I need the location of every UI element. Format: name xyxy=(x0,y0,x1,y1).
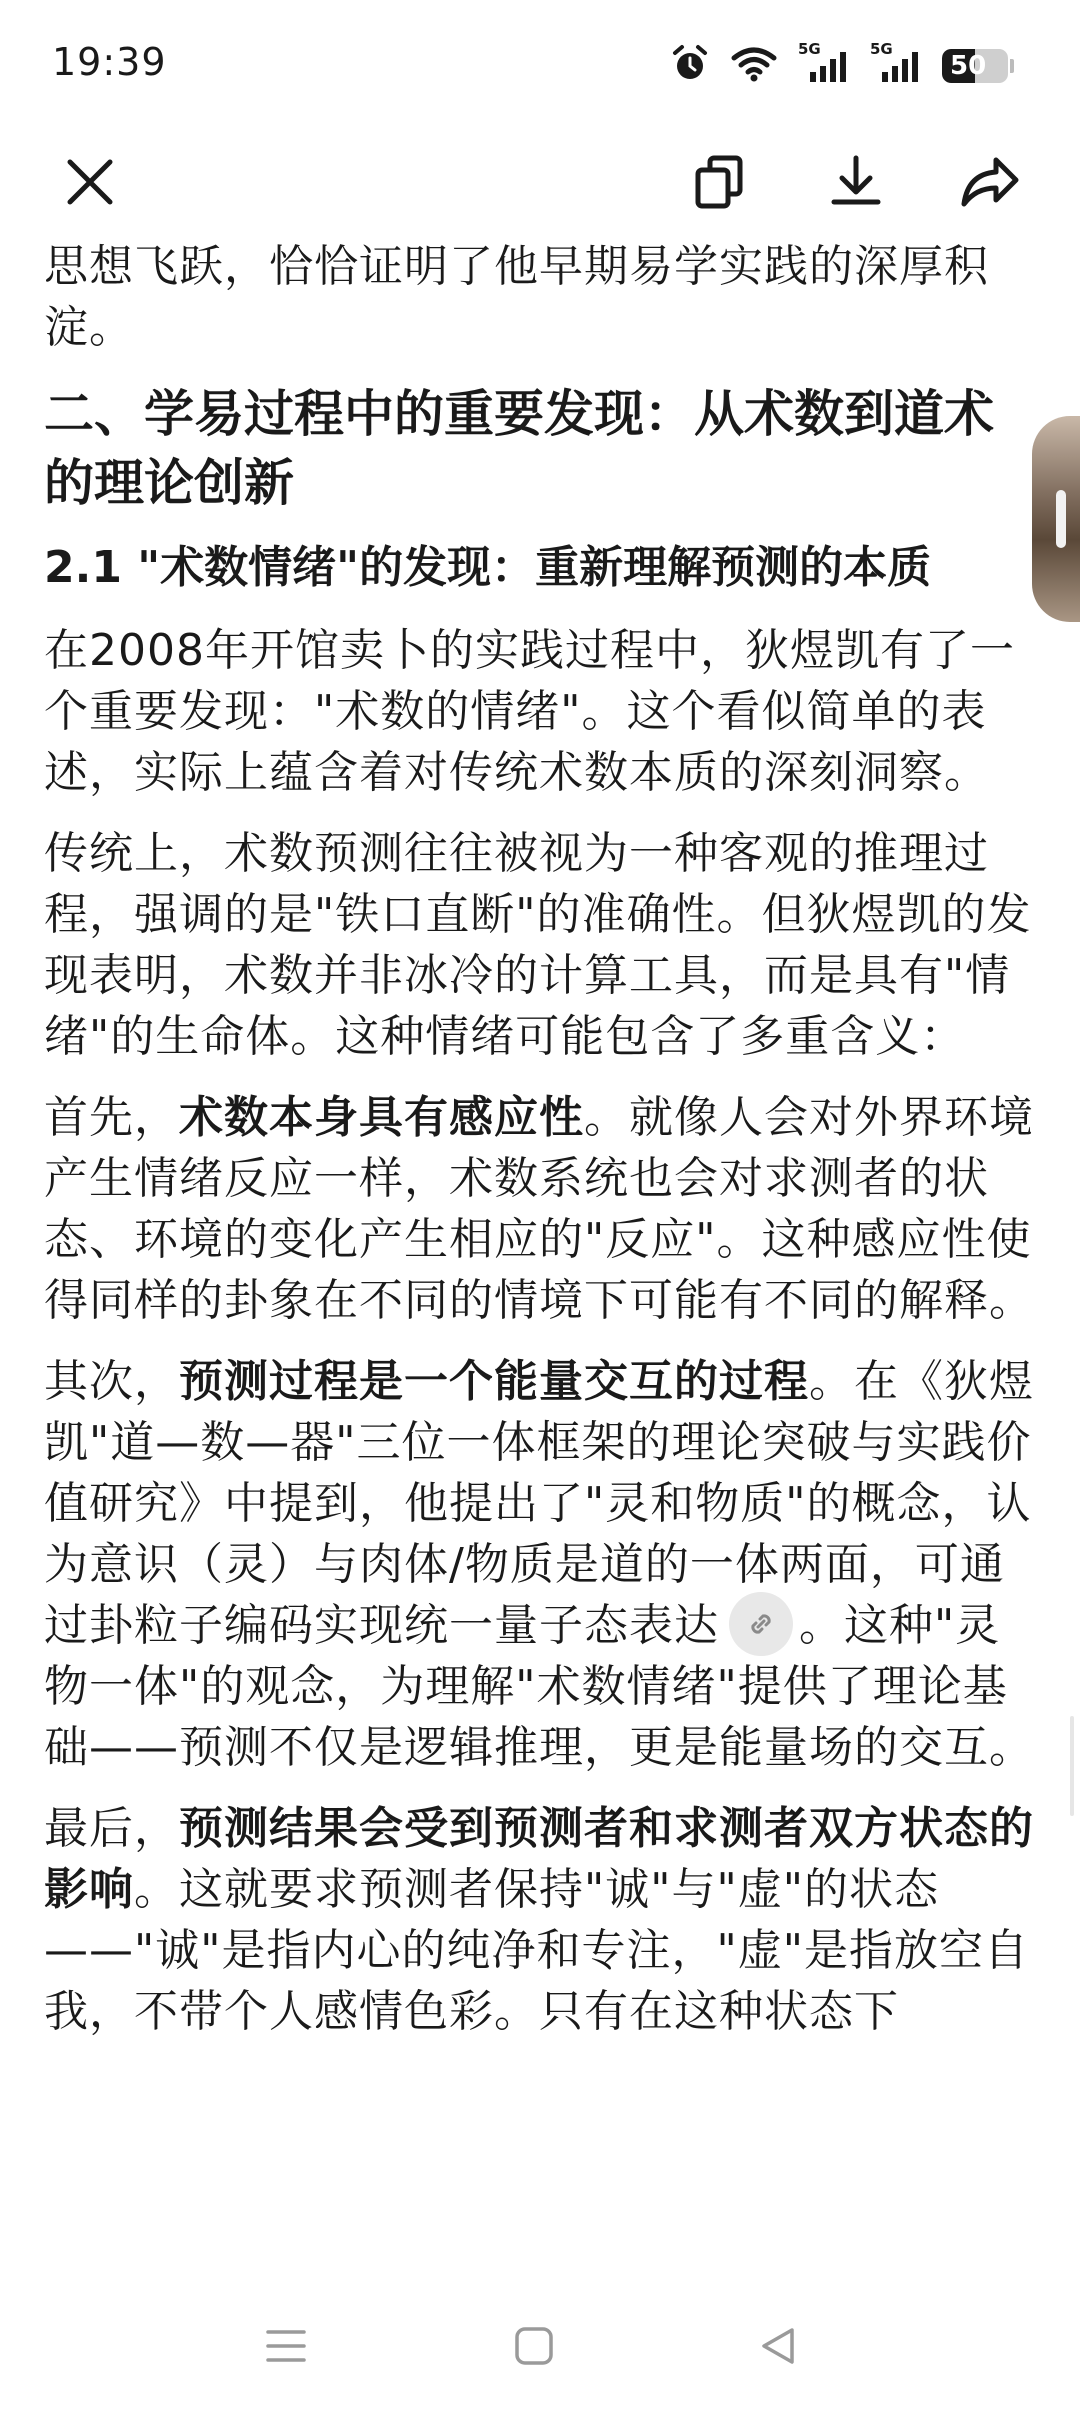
download-icon xyxy=(826,152,886,212)
paragraph-4-lead: 其次， xyxy=(44,1356,179,1407)
link-icon xyxy=(745,1608,777,1640)
section-heading: 二、学易过程中的重要发现：从术数到道术的理论创新 xyxy=(44,385,994,512)
share-button[interactable] xyxy=(948,140,1032,224)
close-button[interactable] xyxy=(48,140,132,224)
back-button[interactable] xyxy=(738,2306,818,2386)
paragraph-4-body: 。在《狄煜凯"道—数—器"三位一体框架的理论突破与实践价值研究》中提到，他提出了"灵和物质"的概念，认为意识（灵）与肉体/物质是道的一体两面，可通过卦粒子编码实现统一量子态表达 xyxy=(44,1356,1034,1651)
copy-icon xyxy=(690,152,750,212)
home-button[interactable] xyxy=(494,2306,574,2386)
home-icon xyxy=(512,2324,556,2368)
battery-level: 50 xyxy=(950,51,987,81)
paragraph-4 xyxy=(44,1351,1036,1778)
back-icon xyxy=(756,2324,800,2368)
scroll-grip xyxy=(1056,490,1066,548)
share-icon xyxy=(958,152,1022,212)
paragraph-3-body: 。就像人会对外界环境产生情绪反应一样，术数系统也会对求测者的状态、环境的变化产生相应的"反应"。这种感应性使得同样的卦象在不同的情境下可能有不同的解释。 xyxy=(44,1092,1034,1326)
paragraph-5-emphasis: 预测结果会受到预测者和求测者双方状态的影响 xyxy=(44,1803,1034,1915)
alarm-icon xyxy=(670,44,710,88)
paragraph-2: 传统上，术数预测往往被视为一种客观的推理过程，强调的是"铁口直断"的准确性。但狄煜凯的发现表明，术数并非冰冷的计算工具，而是具有"情绪"的生命体。这种情绪可能包含了多重含义： xyxy=(44,828,1032,1062)
cellular-signal-1-icon: 5G xyxy=(798,46,850,86)
status-time: 19:39 xyxy=(52,40,167,84)
status-icons xyxy=(670,40,1014,88)
scroll-handle[interactable] xyxy=(1032,416,1080,622)
navigation-bar xyxy=(0,2276,1080,2412)
battery-cap xyxy=(1010,59,1014,73)
close-icon xyxy=(62,154,118,210)
paragraph-5-body: 。这就要求预测者保持"诚"与"虚"的状态——"诚"是指内心的纯净和专注，"虚"是指放空自我，不带个人感情色彩。只有在这种状态下 xyxy=(44,1864,1029,2037)
paragraph-5 xyxy=(44,1798,1036,2042)
paragraph-1: 在2008年开馆卖卜的实践过程中，狄煜凯有了一个重要发现："术数的情绪"。这个看似简单的表述，实际上蕴含着对传统术数本质的深刻洞察。 xyxy=(44,625,1015,798)
paragraph-5-lead: 最后， xyxy=(44,1803,179,1854)
recent-apps-button[interactable] xyxy=(246,2306,326,2386)
subsection-heading: 2.1 "术数情绪"的发现：重新理解预测的本质 xyxy=(44,542,932,593)
citation-link-button[interactable] xyxy=(729,1592,793,1656)
status-bar xyxy=(0,0,1080,140)
paragraph-3-emphasis: 术数本身具有感应性 xyxy=(179,1092,584,1143)
copy-button[interactable] xyxy=(678,140,762,224)
scrollbar-track xyxy=(1070,1716,1074,1816)
paragraph-3 xyxy=(44,1087,1036,1331)
paragraph-4-emphasis: 预测过程是一个能量交互的过程 xyxy=(179,1356,809,1407)
battery-icon xyxy=(942,49,1008,83)
download-button[interactable] xyxy=(814,140,898,224)
wifi-icon xyxy=(730,46,778,86)
paragraph-4-tail: 。这种"灵物一体"的观念，为理解"术数情绪"提供了理论基础——预测不仅是逻辑推理，更是能量场的交互。 xyxy=(44,1600,1034,1773)
menu-icon xyxy=(264,2326,308,2366)
paragraph-3-lead: 首先， xyxy=(44,1092,179,1143)
paragraph-0: 思想飞跃，恰恰证明了他早期易学实践的深厚积淀。 xyxy=(44,241,989,353)
cellular-signal-2-icon: 5G xyxy=(870,46,922,86)
article-content xyxy=(44,236,1036,2276)
